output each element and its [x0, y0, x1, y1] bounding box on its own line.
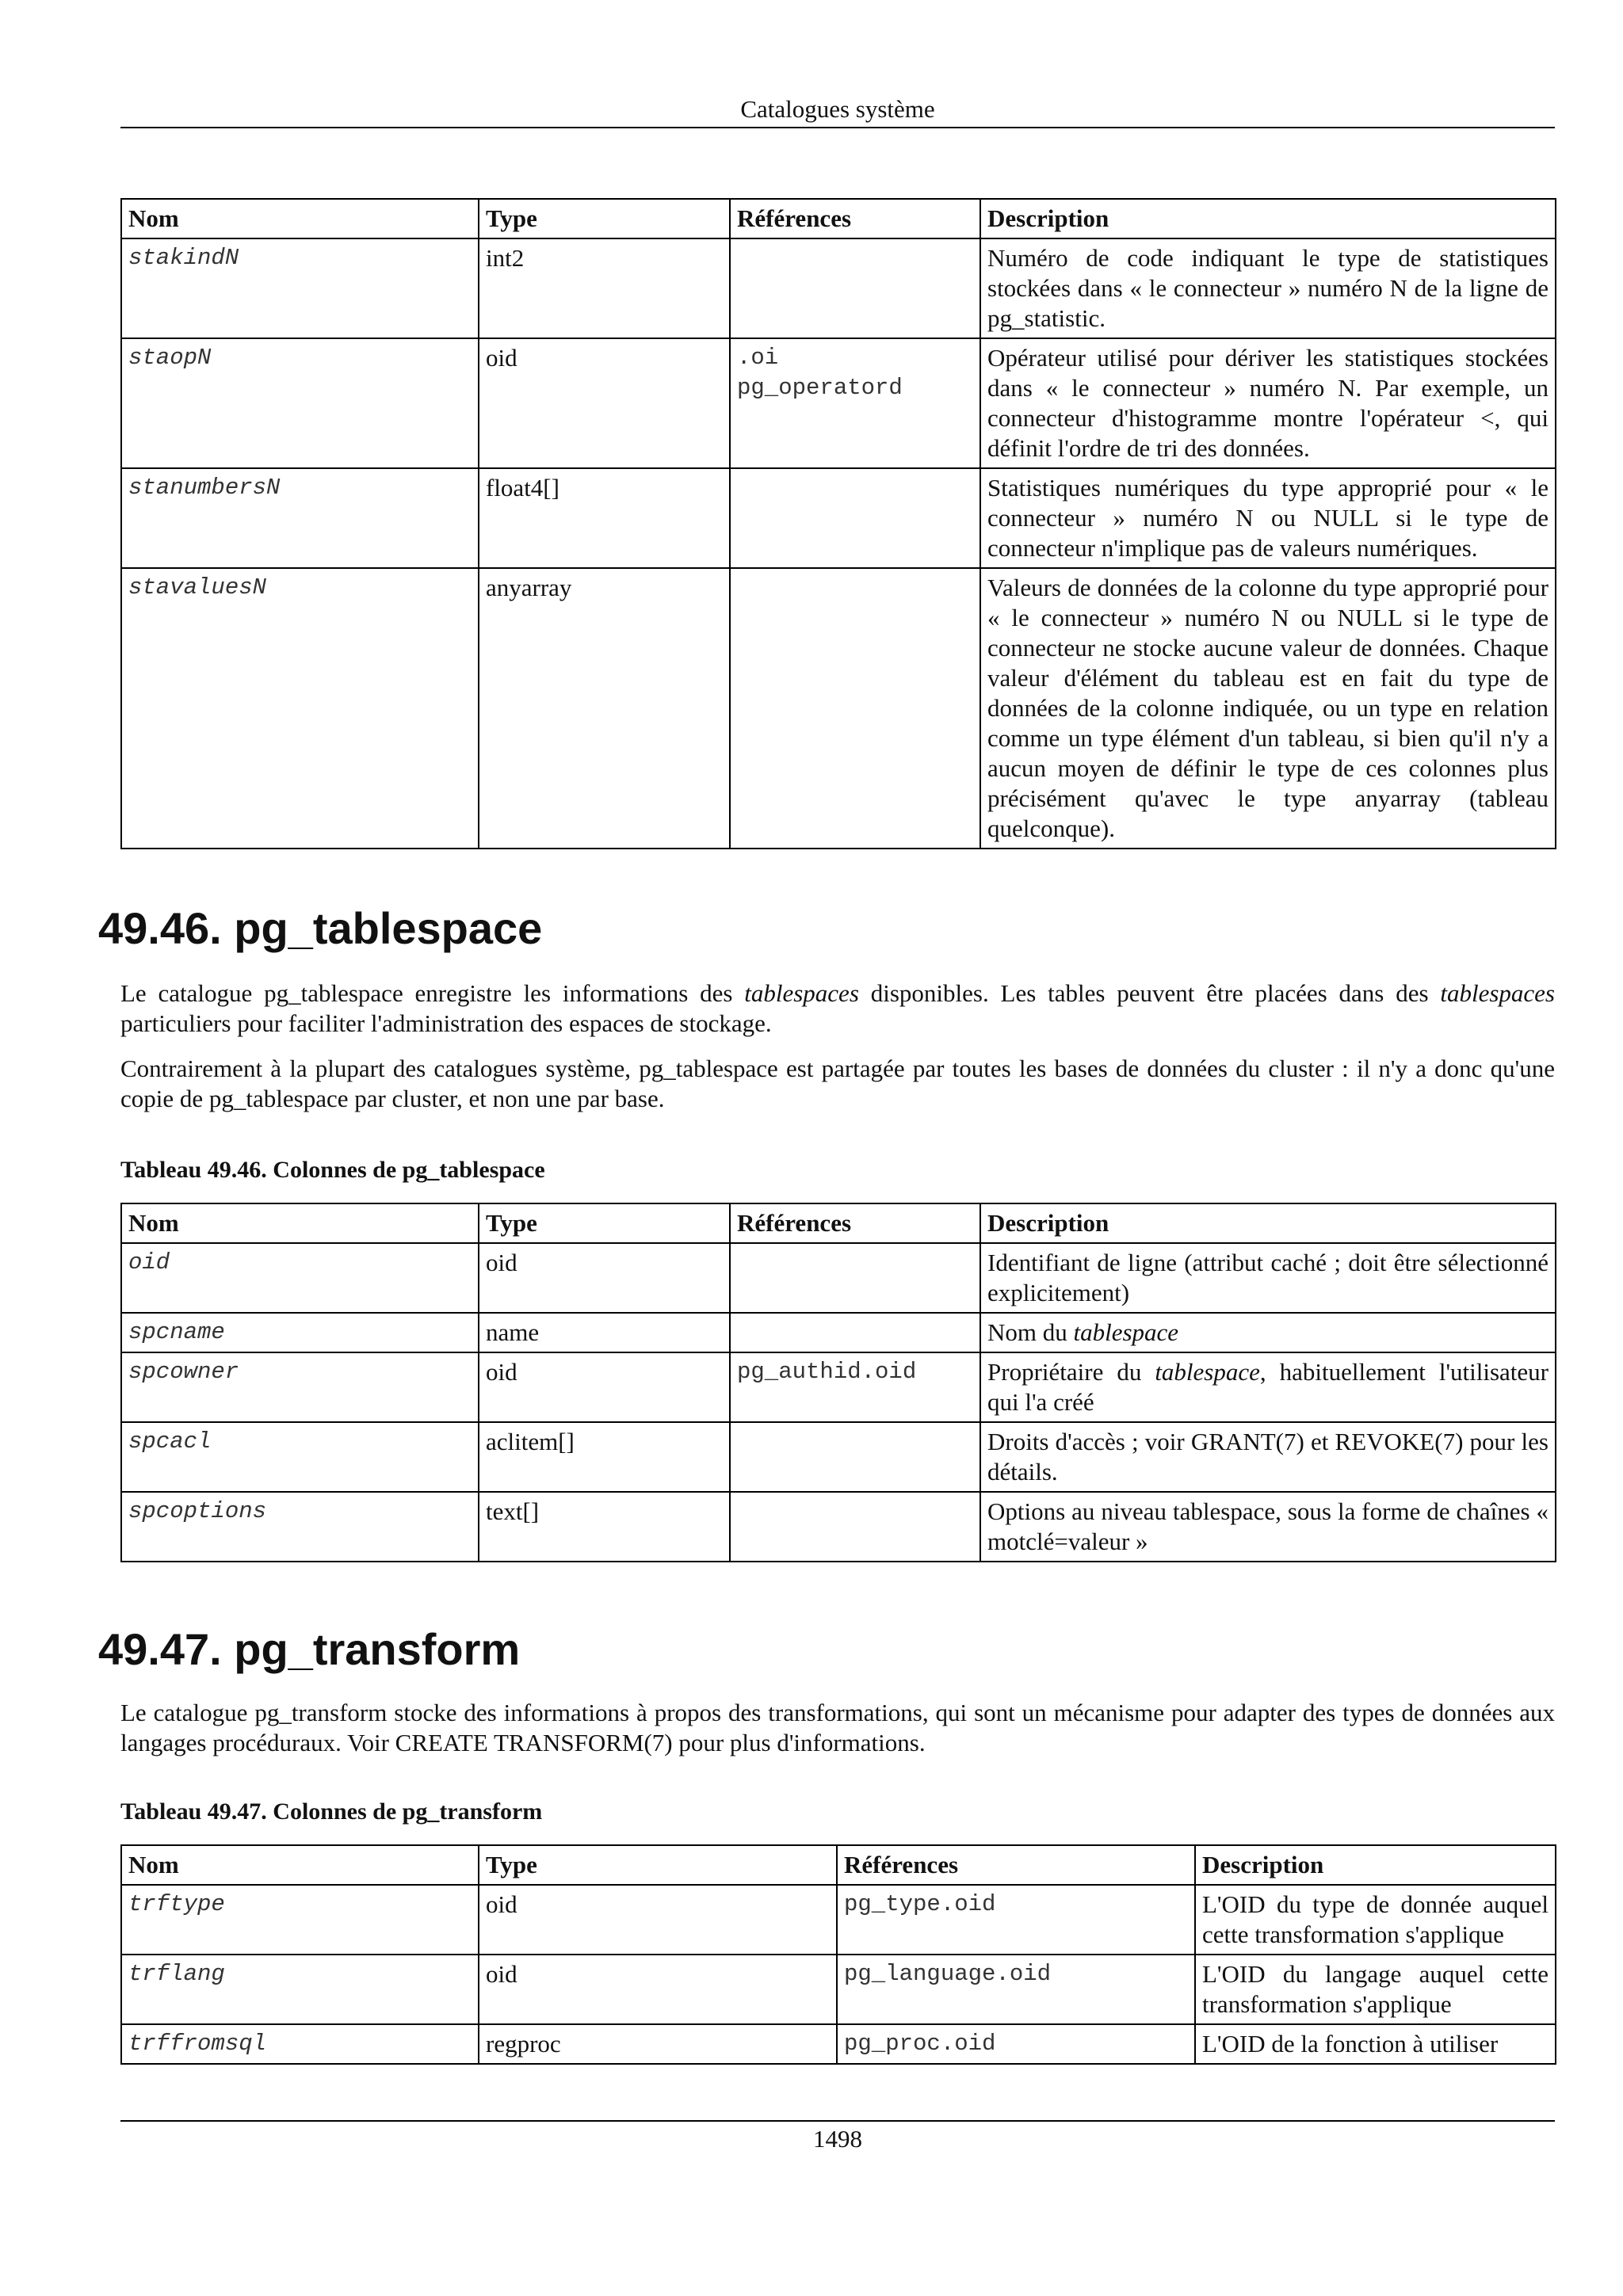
- column-type-cell: aclitem[]: [479, 1422, 730, 1492]
- section-heading-pg-tablespace: 49.46. pg_tablespace: [98, 903, 543, 953]
- column-name-cell: spcname: [121, 1313, 479, 1352]
- text-fragment: Nom du: [987, 1318, 1074, 1346]
- page-number: 1498: [813, 2125, 862, 2153]
- column-header-type: Type: [479, 1203, 730, 1243]
- table-caption-pg-transform: Tableau 49.47. Colonnes de pg_transform: [120, 1798, 543, 1825]
- column-description-cell: Opérateur utilisé pour dériver les statistiques stockées dans « le connecteur » numéro N. Par exemple, un connecteur d'histogramme montre l'opérateur <, qui définit l'ordre de tri des données.: [980, 338, 1556, 468]
- column-references-cell: [730, 338, 980, 468]
- column-header-description: Description: [980, 1203, 1556, 1243]
- column-description-cell: L'OID du type de donnée auquel cette transformation s'applique: [1195, 1885, 1556, 1955]
- pg-transform-columns-table: [120, 1844, 1556, 2065]
- table-row: [121, 1422, 1556, 1492]
- table-header-row: [121, 199, 1556, 238]
- table-row: [121, 468, 1556, 568]
- reference-line: pg_operatord: [737, 375, 903, 401]
- table-row: [121, 568, 1556, 849]
- table-row: [121, 2024, 1556, 2064]
- column-references-cell: pg_language.oid: [837, 1955, 1195, 2024]
- column-name-cell: stavaluesN: [121, 568, 479, 849]
- column-header-references: Références: [730, 199, 980, 238]
- column-name-cell: spcacl: [121, 1422, 479, 1492]
- column-description-cell: Identifiant de ligne (attribut caché ; doit être sélectionné explicitement): [980, 1243, 1556, 1313]
- table-row: [121, 1955, 1556, 2024]
- column-name-cell: stanumbersN: [121, 468, 479, 568]
- pg-tablespace-columns-table: [120, 1203, 1556, 1562]
- column-type-cell: regproc: [479, 2024, 837, 2064]
- column-references-cell: pg_authid.oid: [730, 1352, 980, 1422]
- table-row: [121, 238, 1556, 338]
- column-references-cell: pg_proc.oid: [837, 2024, 1195, 2064]
- emphasis-text: tablespaces: [744, 979, 859, 1007]
- column-name-cell: stakindN: [121, 238, 479, 338]
- column-type-cell: int2: [479, 238, 730, 338]
- column-description-cell: Numéro de code indiquant le type de statistiques stockées dans « le connecteur » numéro N de la ligne de pg_statistic.: [980, 238, 1556, 338]
- column-name-cell: trffromsql: [121, 2024, 479, 2064]
- column-header-references: Références: [837, 1845, 1195, 1885]
- table-row: [121, 1243, 1556, 1313]
- column-type-cell: oid: [479, 1352, 730, 1422]
- table-row: [121, 1492, 1556, 1562]
- column-header-description: Description: [980, 199, 1556, 238]
- column-name-cell: trflang: [121, 1955, 479, 2024]
- column-name-cell: spcowner: [121, 1352, 479, 1422]
- running-footer: [120, 2120, 1555, 2155]
- column-header-name: Nom: [121, 1203, 479, 1243]
- column-name-cell: trftype: [121, 1885, 479, 1955]
- text-fragment: Propriétaire du: [987, 1358, 1155, 1386]
- text-fragment: , habituellement l'utilisateur qui l'a créé: [987, 1358, 1549, 1416]
- column-type-cell: anyarray: [479, 568, 730, 849]
- column-type-cell: oid: [479, 1243, 730, 1313]
- column-header-references: Références: [730, 1203, 980, 1243]
- column-description-cell: L'OID de la fonction à utiliser: [1195, 2024, 1556, 2064]
- pg-statistic-columns-table: [120, 198, 1556, 849]
- running-header: [120, 93, 1555, 128]
- column-references-cell: pg_type.oid: [837, 1885, 1195, 1955]
- column-description-cell: Options au niveau tablespace, sous la forme de chaînes « motclé=valeur »: [980, 1492, 1556, 1562]
- column-header-type: Type: [479, 199, 730, 238]
- column-references-cell: [730, 1243, 980, 1313]
- column-header-description: Description: [1195, 1845, 1556, 1885]
- emphasis-text: tablespace: [1073, 1318, 1179, 1346]
- table-header-row: [121, 1203, 1556, 1243]
- column-name-cell: staopN: [121, 338, 479, 468]
- column-references-cell: [730, 238, 980, 338]
- table-row: [121, 1352, 1556, 1422]
- column-header-name: Nom: [121, 199, 479, 238]
- text-fragment: Le catalogue pg_tablespace enregistre les informations des: [120, 979, 745, 1007]
- tablespace-shared-paragraph: Contrairement à la plupart des catalogues système, pg_tablespace est partagée par toutes les bases de données du cluster : il n'y a donc qu'une copie de pg_tablespace par cluster, et non une par base.: [120, 1055, 1555, 1112]
- transform-intro-paragraph: Le catalogue pg_transform stocke des informations à propos des transformations, qui sont un mécanisme pour adapter des types de données aux langages procéduraux. Voir CREATE TRANSFORM(7) pour plus d'informations.: [120, 1699, 1555, 1756]
- column-references-cell: [730, 1422, 980, 1492]
- column-references-cell: [730, 468, 980, 568]
- column-type-cell: text[]: [479, 1492, 730, 1562]
- column-description-cell: [980, 1352, 1556, 1422]
- column-type-cell: oid: [479, 1885, 837, 1955]
- column-type-cell: oid: [479, 338, 730, 468]
- column-description-cell: Valeurs de données de la colonne du type approprié pour « le connecteur » numéro N ou NULL si le type de connecteur ne stocke aucune valeur de données. Chaque valeur d'élément du tableau est en fait du type de données de la colonne indiquée, ou un type en relation comme un type élément d'un tableau, si bien qu'il n'y a aucun moyen de définir le type de ces colonnes plus précisément qu'avec le type anyarray (tableau quelconque).: [980, 568, 1556, 849]
- column-name-cell: spcoptions: [121, 1492, 479, 1562]
- table-row: [121, 1885, 1556, 1955]
- column-references-cell: [730, 568, 980, 849]
- table-row: [121, 338, 1556, 468]
- table-header-row: [121, 1845, 1556, 1885]
- column-type-cell: name: [479, 1313, 730, 1352]
- column-description-cell: L'OID du langage auquel cette transformation s'applique: [1195, 1955, 1556, 2024]
- reference-line: .oi: [737, 345, 779, 371]
- column-description-cell: Statistiques numériques du type approprié pour « le connecteur » numéro N ou NULL si le type de connecteur n'implique pas de valeurs numériques.: [980, 468, 1556, 568]
- column-header-type: Type: [479, 1845, 837, 1885]
- section-heading-pg-transform: 49.47. pg_transform: [98, 1624, 521, 1674]
- column-description-cell: Droits d'accès ; voir GRANT(7) et REVOKE(7) pour les détails.: [980, 1422, 1556, 1492]
- column-references-cell: [730, 1492, 980, 1562]
- table-row: [121, 1313, 1556, 1352]
- column-header-name: Nom: [121, 1845, 479, 1885]
- column-type-cell: float4[]: [479, 468, 730, 568]
- running-header-title: Catalogues système: [740, 95, 935, 123]
- column-references-cell: [730, 1313, 980, 1352]
- table-caption-pg-tablespace: Tableau 49.46. Colonnes de pg_tablespace: [120, 1157, 545, 1183]
- column-name-cell: oid: [121, 1243, 479, 1313]
- emphasis-text: tablespaces: [1440, 979, 1555, 1007]
- column-type-cell: oid: [479, 1955, 837, 2024]
- text-fragment: particuliers pour faciliter l'administration des espaces de stockage.: [120, 1009, 772, 1037]
- tablespace-intro-paragraph: [120, 978, 1555, 1039]
- column-description-cell: [980, 1313, 1556, 1352]
- text-fragment: disponibles. Les tables peuvent être placées dans des: [858, 979, 1441, 1007]
- emphasis-text: tablespace: [1155, 1358, 1260, 1386]
